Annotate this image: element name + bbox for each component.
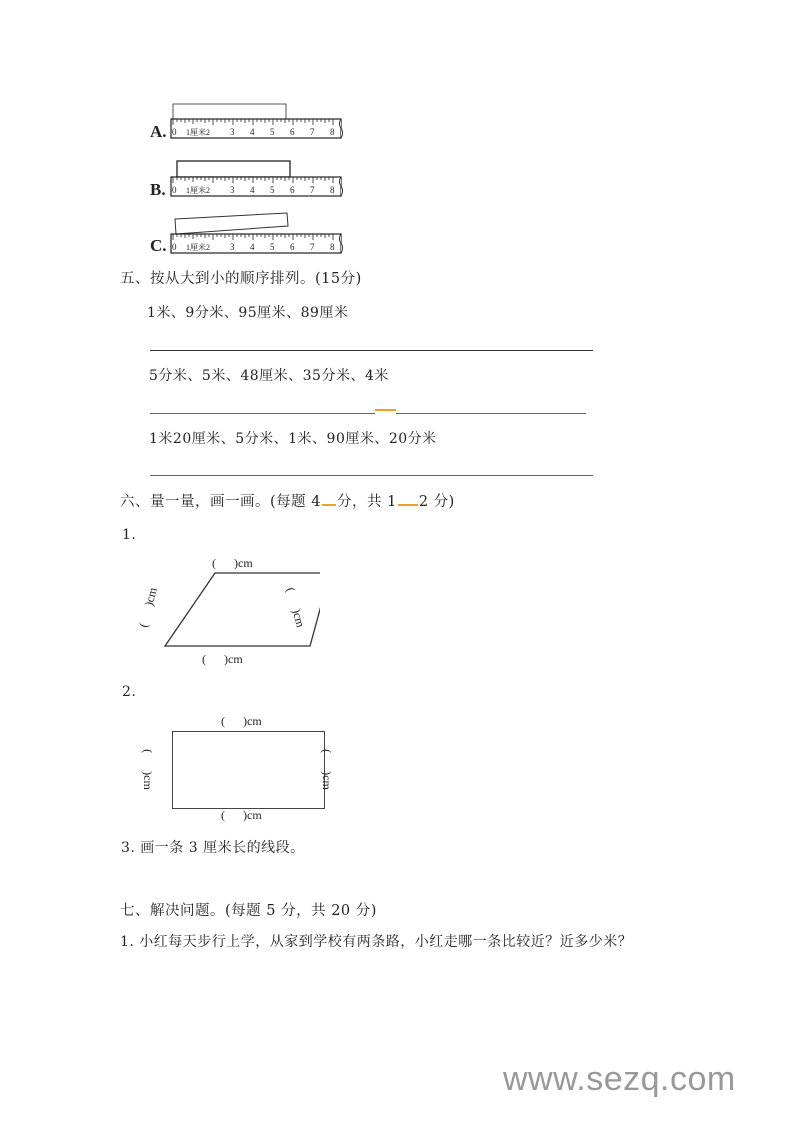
section7-q1: 1. 小红每天步行上学，从家到学校有两条路，小红走哪一条比较近？近多少米？ [120,934,633,950]
section5-heading: 五、按从大到小的顺序排列。(15分) [120,271,362,287]
section5-answer-mark [375,409,396,411]
section5-item-3: 1米20厘米、5分米、1米、90厘米、20分米 [149,431,437,447]
q2-number: 2. [122,684,137,700]
q1-number: 1. [122,527,137,543]
ruler-figures: 6 7 8 [165,98,355,258]
q2-left-label: ( )cm [140,749,155,790]
q1-bottom-label: ( )cm [202,652,243,666]
section7-heading: 七、解决问题。(每题 5 分，共 20 分) [120,903,377,919]
section5-answer-line-1[interactable] [150,350,593,351]
section5-answer-line-3[interactable] [150,475,593,476]
section6-heading [120,493,455,511]
option-b-label: B. [150,180,166,199]
rectangle-figure [172,731,325,809]
section5-answer-line-2b[interactable] [396,413,586,414]
q1-left-label: ( )cm [135,585,160,629]
q2-top-label: ( )cm [221,714,262,728]
watermark: www.sezq.com [503,1060,736,1098]
q1-right-label: ( )cm [283,585,308,629]
section5-item-2: 5分米、5米、48厘米、35分米、4米 [149,368,389,384]
section6-heading-part2: 分，共 1 [337,494,397,510]
section6-heading-part3: 2 分) [418,494,455,510]
q2-bottom-label: ( )cm [221,808,262,822]
q2-right-label: ( )cm [319,749,334,790]
section6-blank-2 [398,504,418,506]
q3-text: 3. 画一条 3 厘米长的线段。 [121,840,305,856]
option-a-label: A. [150,122,167,141]
option-c-label: C. [150,236,167,255]
section6-blank-1 [322,504,336,506]
section5-item-1: 1米、9分米、95厘米、89厘米 [147,305,349,321]
section5-answer-line-2a[interactable] [150,413,375,414]
section6-heading-part1: 六、量一量，画一画。(每题 4 [120,494,321,510]
q1-top-label: ( )cm [212,556,253,570]
